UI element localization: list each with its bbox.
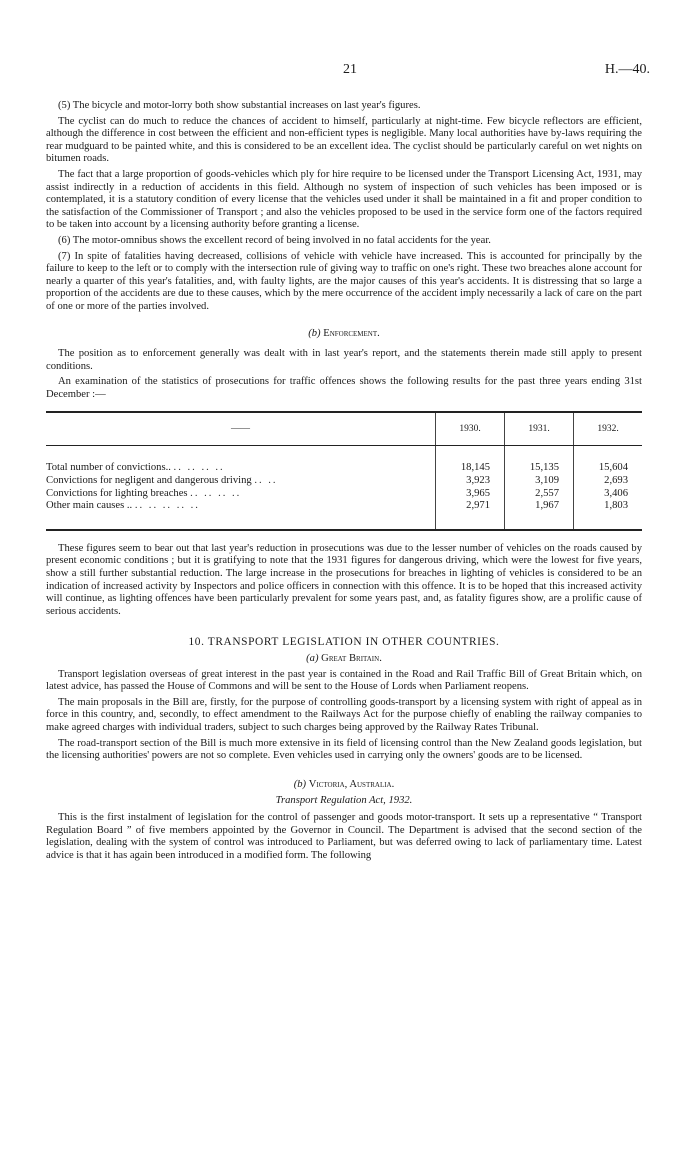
paragraph: (7) In spite of fatalities having decreased, collisions of vehicle with vehicle have increased. This is accounted for principally by the failure to keep to the left or to comply with the intersection rule of giving way to traffic on one's right. These two breaches alone account for nearly a quarter of this year's fatalities, and, with faulty lights, are the major causes of this year's accidents. It is distressing that so large a proportion of the accidents are due to these causes, which by the mere occurrence of the accident imply necessarily a lack of care on the part of one or more of the parties involved.: [46, 250, 642, 312]
column-header: 1931.: [505, 412, 574, 446]
act-title: Transport Regulation Act, 1932.: [275, 795, 413, 807]
table-cell: 3,965: [436, 488, 505, 501]
paragraph: Transport legislation overseas of great interest in the past year is contained in the Road and Rail Traffic Bill of Great Britain which, on latest advice, has passed the House of Commons and will be sent to the House of Lords when Parliament reopens.: [46, 668, 642, 693]
heading-prefix: (a): [306, 653, 319, 664]
table-row: [46, 475, 642, 488]
table-cell: 1,967: [505, 500, 574, 530]
leader-dots: .. .. .. ..: [190, 487, 242, 499]
leader-dots: .. ..: [254, 475, 278, 487]
paragraph: These figures seem to bear out that last year's reduction in prosecutions was due to the lesser number of vehicles on the roads caused by present economic conditions ; but it is gratifying to note that the 1931 figures for dangerous driving, which were the lowest for five years, show a still further substantial reduction. The large increase in the prosecutions for breaches in lighting of vehicles is considered to be an indication of increased activity by Inspectors and police officers in connection with this offence. It is to be hoped that this increased activity will continue, as lighting offences have been particularly prevalent for some years past, and, as fatality figures show, are a prolific cause of serious accidents.: [46, 542, 642, 617]
table-corner: ——: [46, 412, 436, 446]
table-cell: 2,971: [436, 500, 505, 530]
paragraph: The fact that a large proportion of goods-vehicles which ply for hire require to be licensed under the Transport Licensing Act, 1931, may assist indirectly in a reduction of accidents in this field. Although no system of inspection of such vehicles has been imposed or is contemplated, it is a statutory condition of every license that the vehicles used under it shall be maintained in a fit and proper condition to the satisfaction of the Commissioner of Transport ; and also the vehicles proposed to be used in the service form one of the factors required to be taken into account by a licensing authority before granting a license.: [46, 168, 642, 231]
table-cell: 15,604: [574, 446, 643, 475]
document-reference: H.—40.: [604, 62, 650, 77]
table-cell: 3,923: [436, 475, 505, 488]
table-cell: 1,803: [574, 500, 643, 530]
paragraph: The road-transport section of the Bill is much more extensive in its field of licensing control than the New Zealand goods legislation, but the licensing authorities' powers are not so complete. Even vehicles used in carrying only the owners' goods are to be licensed.: [46, 737, 642, 762]
row-label: Convictions for negligent and dangerous driving: [46, 475, 252, 487]
table-cell: 15,135: [505, 446, 574, 475]
paragraph: This is the first instalment of legislation for the control of passenger and goods motor-transport. It sets up a representative “ Transport Regulation Board ” of five members appointed by the Governor in Council. The Department is advised that the second section of the legislation, dealing with the system of control was introduced to Parliament, but was deferred owing to lack of parliamentary time. Latest advice is that it has again been introduced in a modified form. The following: [46, 811, 642, 861]
section-title: 10. TRANSPORT LEGISLATION IN OTHER COUNTRIES.: [188, 636, 500, 649]
table-cell: 2,557: [505, 488, 574, 501]
table-cell: 3,109: [505, 475, 574, 488]
table-cell: 3,406: [574, 488, 643, 501]
subsection-heading-victoria: [46, 779, 642, 792]
column-header: 1932.: [574, 412, 643, 446]
column-header: 1930.: [436, 412, 505, 446]
heading-prefix: (b): [293, 778, 307, 790]
paragraph: (6) The motor-omnibus shows the excellent record of being involved in no fatal accidents for the year.: [58, 234, 491, 246]
table-cell: 18,145: [436, 446, 505, 475]
paragraph: The main proposals in the Bill are, firstly, for the purpose of controlling goods-transport by a licensing system with right of appeal as in force in this country, and, secondly, to effect amendment to the Railways Act for the purpose chiefly of enabling the railway companies to make agreed charges with individual traders, subject to such charges being approved by the Railway Rates Tribunal.: [46, 696, 642, 733]
table-cell: 2,693: [574, 475, 643, 488]
paragraph: The cyclist can do much to reduce the chances of accident to himself, particularly at night-time. Few bicycle reflectors are efficient, although the difference in cost between the efficient and non-efficient types is negligible. Many local authorities have by-laws requiring the rear mudguard to be painted white, and this is considered to be an excellent idea. The cyclist should be particularly careful on wet nights on bitumen roads.: [46, 115, 642, 165]
heading-prefix: (b): [308, 327, 321, 339]
leader-dots: .. .. .. .. ..: [134, 500, 200, 512]
leader-dots: .. .. .. ..: [173, 462, 225, 474]
heading-text: Enforcement.: [323, 327, 380, 339]
heading-text: Victoria, Australia.: [308, 778, 395, 790]
paragraph: The position as to enforcement generally was dealt with in last year's report, and the statements therein made still apply to present conditions.: [46, 348, 642, 372]
page-number: 21: [343, 62, 357, 77]
subsection-heading-great-britain: [46, 653, 642, 666]
paragraph: An examination of the statistics of prosecutions for traffic offences shows the following results for the past three years ending 31st December :—: [46, 376, 642, 400]
table-row: [46, 500, 642, 530]
table-row: [46, 488, 642, 501]
paragraph: (5) The bicycle and motor-lorry both show substantial increases on last year's figures.: [58, 100, 421, 111]
section-heading-enforcement: [46, 328, 642, 341]
row-label: Convictions for lighting breaches: [46, 487, 188, 499]
heading-text: Great Britain.: [321, 653, 382, 664]
row-label: Total number of convictions..: [46, 462, 171, 474]
row-label: Other main causes ..: [46, 500, 133, 512]
convictions-table: [46, 411, 642, 530]
page-body: [46, 100, 642, 862]
table-row: [46, 446, 642, 475]
